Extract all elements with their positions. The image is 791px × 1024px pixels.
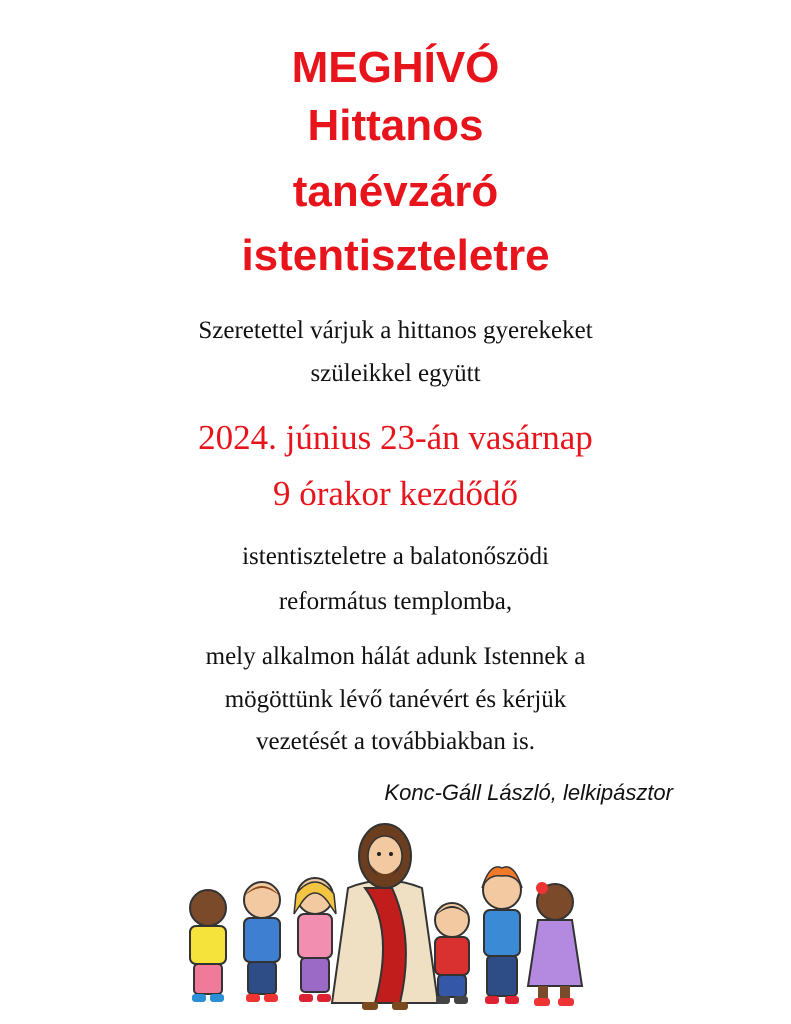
child-blue-shirt bbox=[244, 882, 280, 1002]
child-orange-hair bbox=[482, 867, 522, 1004]
invitation-title: MEGHÍVÓ bbox=[291, 43, 500, 92]
location-line-1: istentiszteletre a balatonőszödi bbox=[242, 543, 549, 570]
purpose-line-2: mögöttünk lévő tanévért és kérjük bbox=[224, 686, 567, 713]
pastor-signature: Konc-Gáll László, lelkipásztor bbox=[384, 780, 673, 805]
child-purple-dress bbox=[528, 882, 582, 1006]
jesus-with-children-illustration bbox=[170, 818, 600, 1018]
intro-line-1: Szeretettel várjuk a hittanos gyerekeket bbox=[198, 317, 593, 344]
intro-line-2: szüleikkel együtt bbox=[310, 360, 481, 387]
purpose-line-3: vezetését a továbbiakban is. bbox=[255, 728, 536, 755]
title-service-line: istentiszteletre bbox=[241, 231, 550, 280]
title-subject-line: Hittanos bbox=[307, 101, 484, 150]
location-line-2: református templomba, bbox=[278, 588, 513, 615]
event-date: 2024. június 23-án vasárnap bbox=[198, 418, 593, 457]
purpose-line-1: mely alkalmon hálát adunk Istennek a bbox=[205, 643, 586, 670]
title-event-line: tanévzáró bbox=[292, 167, 499, 216]
event-time: 9 órakor kezdődő bbox=[273, 474, 518, 513]
child-yellow-shirt bbox=[190, 890, 226, 1002]
child-red-shirt bbox=[435, 903, 469, 1004]
jesus-figure bbox=[332, 824, 438, 1010]
child-pink-shirt bbox=[294, 878, 336, 1002]
